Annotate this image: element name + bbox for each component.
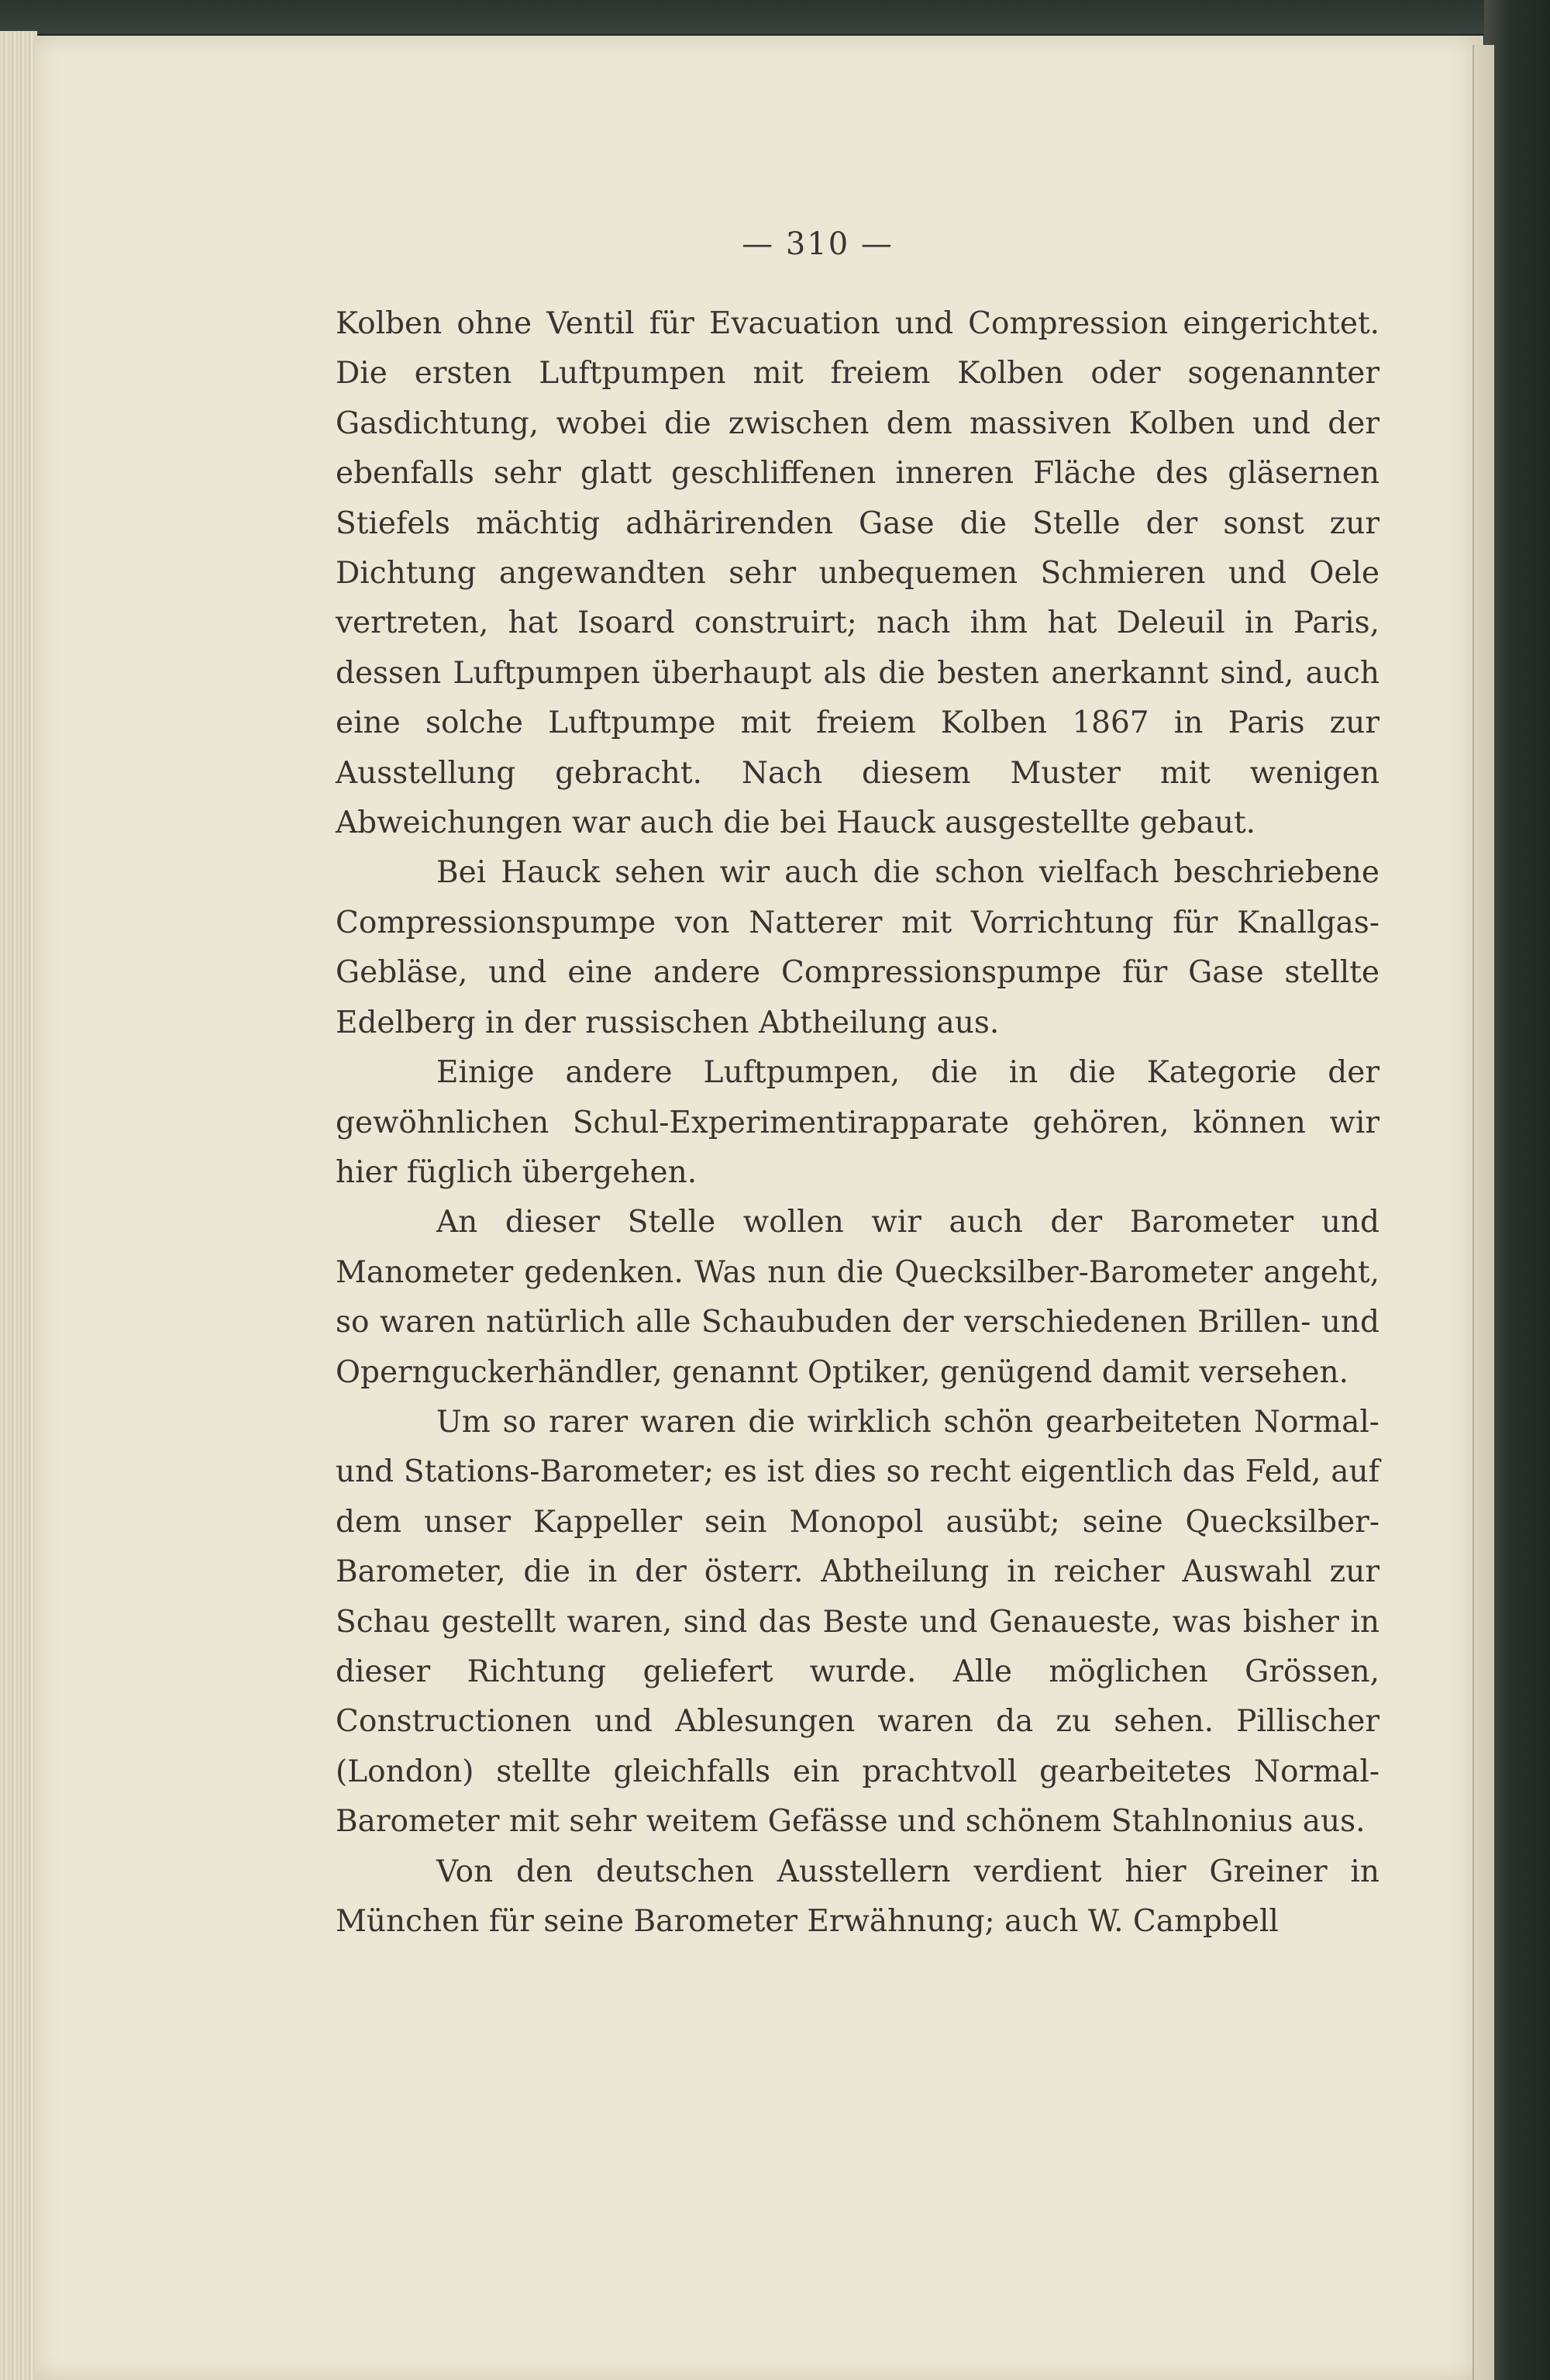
paragraph: Bei Hauck sehen wir auch die schon vielfach beschriebene Compressionspumpe von Natterer mit Vorrichtung für Knallgas-Gebläse, und eine andere Compressionspumpe für Gase stellte Edelberg in der russischen Abtheilung aus. — [336, 855, 1380, 1040]
paragraph: Einige andere Luftpumpen, die in die Kategorie der gewöhnlichen Schul-Experimentirapparate gehören, können wir hier füglich übergehen. — [336, 1055, 1380, 1190]
body-text — [336, 299, 1380, 1947]
paragraph: Um so rarer waren die wirklich schön gearbeiteten Normal- und Stations-Barometer; es ist dies so recht eigentlich das Feld, auf dem unser Kappeller sein Monopol ausübt; seine Quecksilber-Barometer, die in der österr. Abtheilung in reicher Auswahl zur Schau gestellt waren, sind das Beste und Genaueste, was bisher in dieser Richtung geliefert wurde. Alle möglichen Grössen, Constructionen und Ablesungen waren da zu sehen. Pillischer (London) stellte gleichfalls ein prachtvoll gearbeitetes Normal-Barometer mit sehr weitem Gefässe und schönem Stahlnonius aus. — [336, 1404, 1380, 1840]
paragraph: Kolben ohne Ventil für Evacuation und Compression eingerichtet. Die ersten Luftpumpen mit freiem Kolben oder sogenannter Gasdichtung, wobei die zwischen dem massiven Kolben und der ebenfalls sehr glatt geschliffenen inneren Fläche des gläsernen Stiefels mächtig adhärirenden Gase die Stelle der sonst zur Dichtung angewandten sehr unbequemen Schmieren und Oele vertreten, hat Isoard construirt; nach ihm hat Deleuil in Paris, dessen Luftpumpen überhaupt als die besten anerkannt sind, auch eine solche Luftpumpe mit freiem Kolben 1867 in Paris zur Ausstellung gebracht. Nach diesem Muster mit wenigen Abweichungen war auch die bei Hauck ausgestellte gebaut. — [336, 306, 1380, 841]
page-number: — 310 — — [742, 226, 894, 262]
page-edges-left — [0, 31, 37, 2380]
paragraph: An dieser Stelle wollen wir auch der Barometer und Manometer gedenken. Was nun die Quecksilber-Barometer angeht, so waren natürlich alle Schaubuden der verschiedenen Brillen- und Opernguckerhändler, genannt Optiker, genügend damit versehen. — [336, 1205, 1380, 1390]
next-page-edge — [1472, 45, 1494, 2380]
paragraph: Von den deutschen Ausstellern verdient hier Greiner in München für seine Barometer Erwähnung; auch W. Campbell — [336, 1854, 1380, 1939]
book-binding-top — [0, 0, 1550, 34]
